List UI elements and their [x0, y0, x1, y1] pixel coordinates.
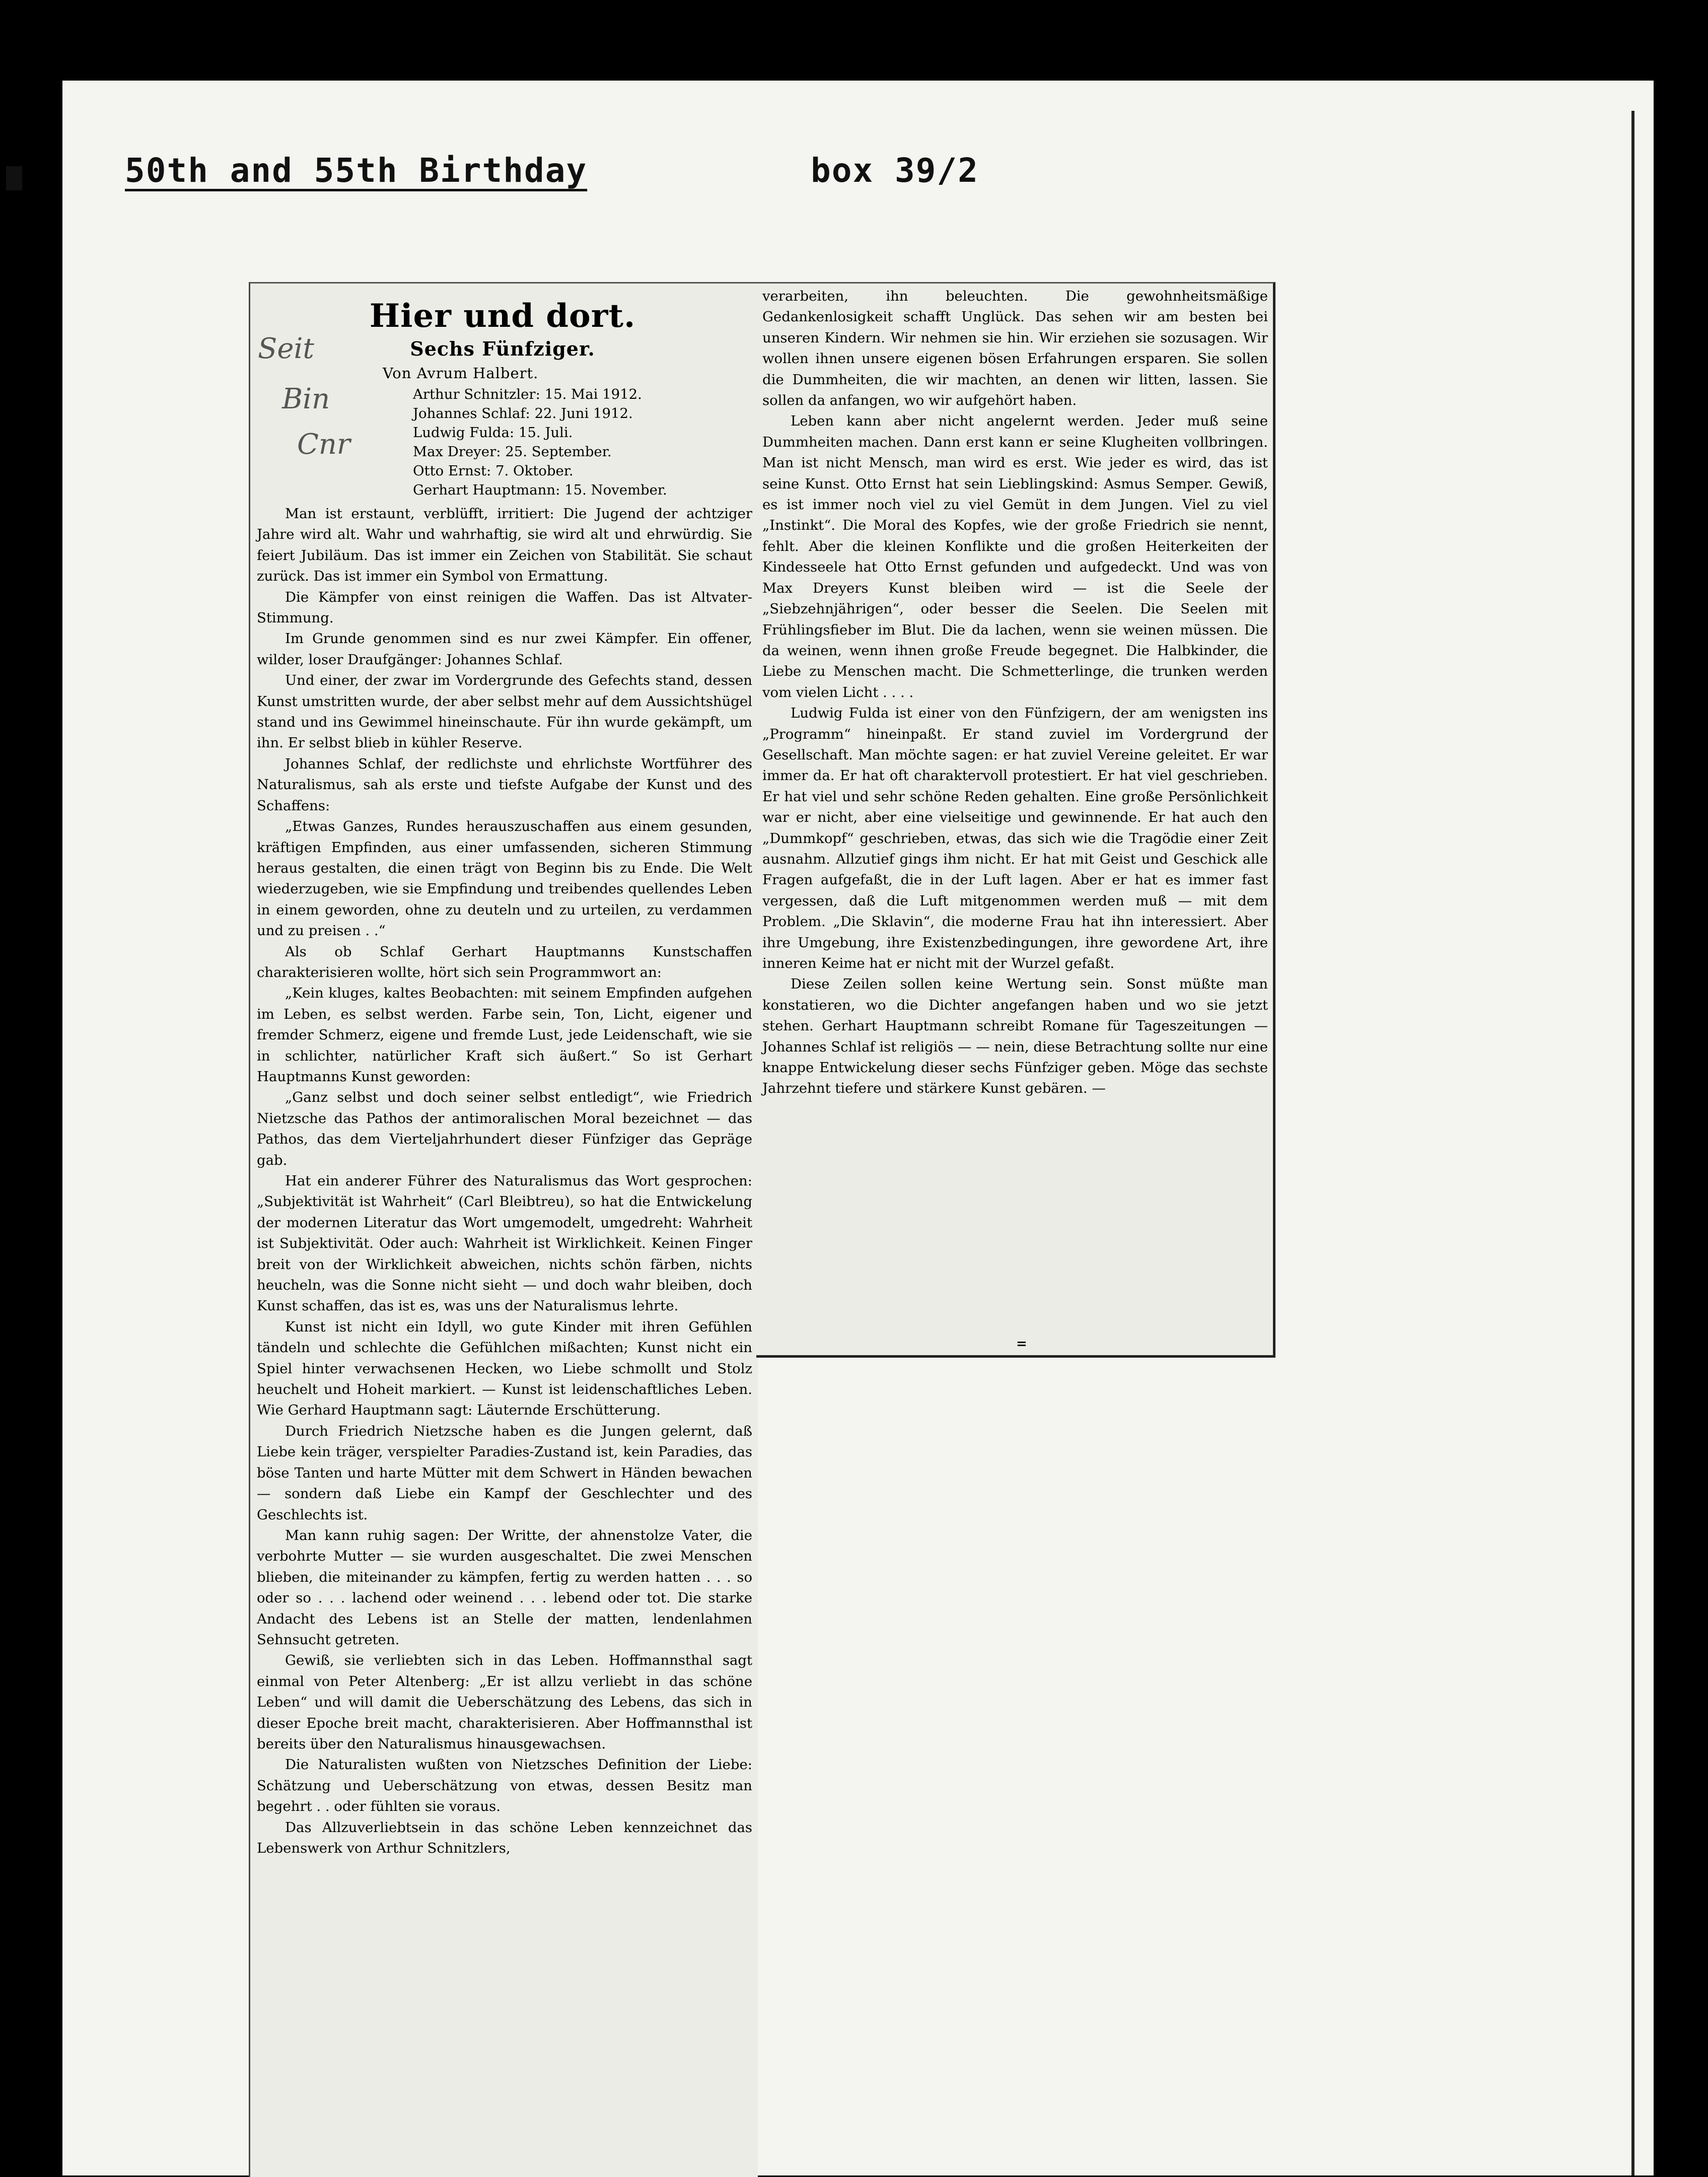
article-headline: Hier und dort. — [369, 297, 636, 335]
header-title-text: 50th and 55th Birthday — [125, 151, 588, 190]
paragraph: Die Kämpfer von einst reinigen die Waffen. Das ist Altvater-Stimmung. — [257, 589, 752, 626]
paragraph: Man ist erstaunt, verblüfft, irritiert: Die Jugend der achtziger Jahre wird alt. Wahr und wahrhaftig, sie wird alt und ehrwürdig. Sie feiert Jubiläum. Das ist immer ein Zeichen von Stabilität. Sie schaut zurück. Das ist immer ein Symbol von Ermattung. — [257, 506, 752, 585]
date-line: Ludwig Fulda: 15. Juli. — [413, 425, 573, 441]
article-subheadline: Sechs Fünfziger. — [410, 337, 595, 360]
paragraph: Im Grunde genommen sind es nur zwei Kämpfer. Ein offener, wilder, loser Draufgänger: Johannes Schlaf. — [257, 630, 752, 668]
paragraph: Johannes Schlaf, der redlichste und ehrlichste Wortführer des Naturalismus, sah als erste und tiefste Aufgabe der Kunst und des Schaffens: — [257, 755, 752, 814]
quote-paragraph: „Etwas Ganzes, Rundes herauszuschaffen aus einem gesunden, kräftigen Empfinden, aus einer umfassenden, sicheren Stimmung heraus gestalten, die einen trägt von Beginn bis zu Ende. Die Welt wiederzugeben, wie sie Empfindung und treibendes quellendes Leben in einem geworden, ohne zu deuteln und zu urteilen, zu verdammen und zu preisen . .“ — [257, 818, 752, 939]
paragraph: Durch Friedrich Nietzsche haben es die Jungen gelernt, daß Liebe kein träger, verspielter Paradies-Zustand ist, kein Paradies, das böse Tanten und harte Mütter mit dem Schwert in Händen bewachen — sondern daß Liebe ein Kampf der Geschlechter und des Geschlechts ist. — [257, 1423, 752, 1523]
quote-paragraph: „Ganz selbst und doch seiner selbst entledigt“, wie Friedrich Nietzsche das Pathos der antimoralischen Moral bezeichnet — das Pathos, das dem Vierteljahrhundert dieser Fünfziger das Gepräge gab. — [257, 1089, 752, 1168]
paragraph: Gewiß, sie verliebten sich in das Leben. Hoffmannsthal sagt einmal von Peter Altenberg: „Er ist allzu verliebt in das schöne Leben“ und will damit die Ueberschätzung des Lebens, das sich in dieser Epoche breit macht, charakterisieren. Aber Hoffmannsthal ist bereits über den Naturalismus hinausgewachsen. — [257, 1652, 752, 1752]
handwritten-note-line-2: Bin — [282, 383, 330, 415]
birthday-dates-list — [413, 385, 750, 500]
paragraph: verarbeiten, ihn beleuchten. Die gewohnheitsmäßige Gedankenlosigkeit schafft Unglück. Das sehen wir am besten bei unseren Kindern. Wir nehmen sie hin. Wir erziehen sie sozusagen. Wir wollen ihnen unsere eigenen bösen Erfahrungen ersparen. Sie sollen die Dummheiten, die wir machten, an denen wir litten, lassen. Sie sollen da anfangen, wo wir aufgehört haben. — [762, 288, 1268, 409]
date-line: Arthur Schnitzler: 15. Mai 1912. — [413, 386, 642, 402]
article-byline: Von Avrum Halbert. — [383, 365, 539, 382]
handwritten-note-line-3: Cnr — [297, 428, 350, 461]
article-left-column — [257, 504, 752, 1859]
quote-paragraph: „Kein kluges, kaltes Beobachten: mit seinem Empfinden aufgehen im Leben, es selbst werden. Farbe sein, Ton, Licht, eigener und fremder Schmerz, eigene und fremde Lust, jede Leidenschaft, wie sie in schlichter, natürlicher Kraft sich äußert.“ So ist Gerhart Hauptmanns Kunst geworden: — [257, 985, 752, 1085]
margin-mark — [6, 166, 22, 190]
archive-box-number: box 39/2 — [811, 151, 979, 190]
paragraph: Als ob Schlaf Gerhart Hauptmanns Kunstschaffen charakterisieren wollte, hört sich sein Programmwort an: — [257, 943, 752, 980]
paragraph: Kunst ist nicht ein Idyll, wo gute Kinder mit ihren Gefühlen tändeln und schlechte die Gefühlchen mißachten; Kunst nicht ein Spiel hinter verwachsenen Hecken, wo Liebe schmollt und Stolz heuchelt und Hoheit markiert. — Kunst ist leidenschaftliches Leben. Wie Gerhard Hauptmann sagt: Läuternde Erschütterung. — [257, 1318, 752, 1419]
article-end-mark: = — [1016, 1337, 1027, 1352]
date-line: Max Dreyer: 25. September. — [413, 444, 612, 460]
date-line: Gerhart Hauptmann: 15. November. — [413, 482, 667, 498]
handwritten-note-line-1: Seit — [258, 332, 314, 365]
paragraph: Hat ein anderer Führer des Naturalismus das Wort gesprochen: „Subjektivität ist Wahrheit“ (Carl Bleibtreu), so hat die Entwickelung der modernen Literatur das Wort umgemodelt, umgedreht: Wahrheit ist Subjektivität. Oder auch: Wahrheit ist Wirklichkeit. Keinen Finger breit von der Wirklichkeit abweichen, nichts schön färben, nichts heucheln, was die Sonne nicht sieht — und doch wahr bleiben, doch Kunst schaffen, das ist es, was uns der Naturalismus lehrte. — [257, 1173, 752, 1314]
paragraph: Die Naturalisten wußten von Nietzsches Definition der Liebe: Schätzung und Ueberschätzung von etwas, dessen Besitz man begehrt . . oder fühlten sie voraus. — [257, 1757, 752, 1815]
date-line: Otto Ernst: 7. Oktober. — [413, 463, 574, 479]
paragraph: Das Allzuverliebtsein in das schöne Leben kennzeichnet das Lebenswerk von Arthur Schnitzlers, — [257, 1819, 752, 1856]
paragraph: Leben kann aber nicht angelernt werden. Jeder muß seine Dummheiten machen. Dann erst kann er seine Klugheiten vollbringen. Man ist nicht Mensch, man wird es erst. Wie jeder es wird, das ist seine Kunst. Otto Ernst hat sein Lieblingskind: Asmus Semper. Gewiß, es ist immer noch viel zu viel Gemüt in dem Jungen. Viel zu viel „Instinkt“. Die Moral des Kopfes, wie der große Friedrich sie nennt, fehlt. Aber die kleinen Konflikte und die großen Heiterkeiten der Kindesseele hat Otto Ernst gefunden und aufgedeckt. Und was von Max Dreyers Kunst bleiben wird — ist die Seele der „Siebzehnjährigen“, oder besser die Seelen. Die Seelen mit Frühlingsfieber im Blut. Die da lachen, wenn sie weinen müssen. Die da weinen, wenn ihnen große Freude begegnet. Die Halbkinder, die Liebe zu Menschen macht. Die Schmetterlinge, die trunken werden vom vielen Licht . . . . — [762, 413, 1268, 700]
paragraph: Und einer, der zwar im Vordergrunde des Gefechts stand, dessen Kunst umstritten wurde, der aber selbst mehr auf dem Aussichtshügel stand und ins Gewimmel hineinschaute. Für ihn wurde gekämpft, um ihn. Er selbst blieb in kühler Reserve. — [257, 672, 752, 751]
archive-header-title — [125, 151, 587, 190]
paragraph: Man kann ruhig sagen: Der Writte, der ahnenstolze Vater, die verbohrte Mutter — sie wurden ausgeschaltet. Die zwei Menschen blieben, die miteinander zu kämpfen, fertig zu werden hatten . . . so oder so . . . lachend oder weinend . . . lebend oder tot. Die starke Andacht des Lebens ist an Stelle der matten, lendenlahmen Sehnsucht getreten. — [257, 1527, 752, 1648]
sheet-edge-shadow — [1631, 111, 1634, 2175]
paragraph: Diese Zeilen sollen keine Wertung sein. Sonst müßte man konstatieren, wo die Dichter angefangen haben und wo sie jetzt stehen. Gerhart Hauptmann schreibt Romane für Tageszeitungen — Johannes Schlaf ist religiös — — nein, diese Betrachtung sollte nur eine knappe Entwickelung dieser sechs Fünfziger geben. Möge das sechste Jahrzehnt tiefere und stärkere Kunst gebären. — — [762, 976, 1268, 1097]
date-line: Johannes Schlaf: 22. Juni 1912. — [413, 405, 633, 422]
paragraph: Ludwig Fulda ist einer von den Fünfzigern, der am wenigsten ins „Programm“ hineinpaßt. Er stand zuviel im Vordergrund der Gesellschaft. Man möchte sagen: er hat zuviel Vereine geleitet. Er war immer da. Er hat oft charaktervoll protestiert. Er hat viel geschrieben. Er hat viel und sehr schöne Reden gehalten. Eine große Persönlichkeit war er nicht, aber eine vielseitige und gewinnende. Er hat auch den „Dummkopf“ geschrieben, etwas, das sich wie die Tragödie einer Zeit ausnahm. Allzutief gings ihm nicht. Er hat mit Geist und Geschick alle Fragen aufgefaßt, die in der Luft lagen. Aber er hat es immer fast vergessen, daß die Luft mitgenommen werden muß — mit dem Problem. „Die Sklavin“, die moderne Frau hat ihn interessiert. Aber ihre Umgebung, ihre Existenzbedingungen, ihre gewordene Art, ihre inneren Keime hat er nicht mit der Wurzel gefaßt. — [762, 705, 1268, 971]
article-right-column — [762, 286, 1268, 1099]
